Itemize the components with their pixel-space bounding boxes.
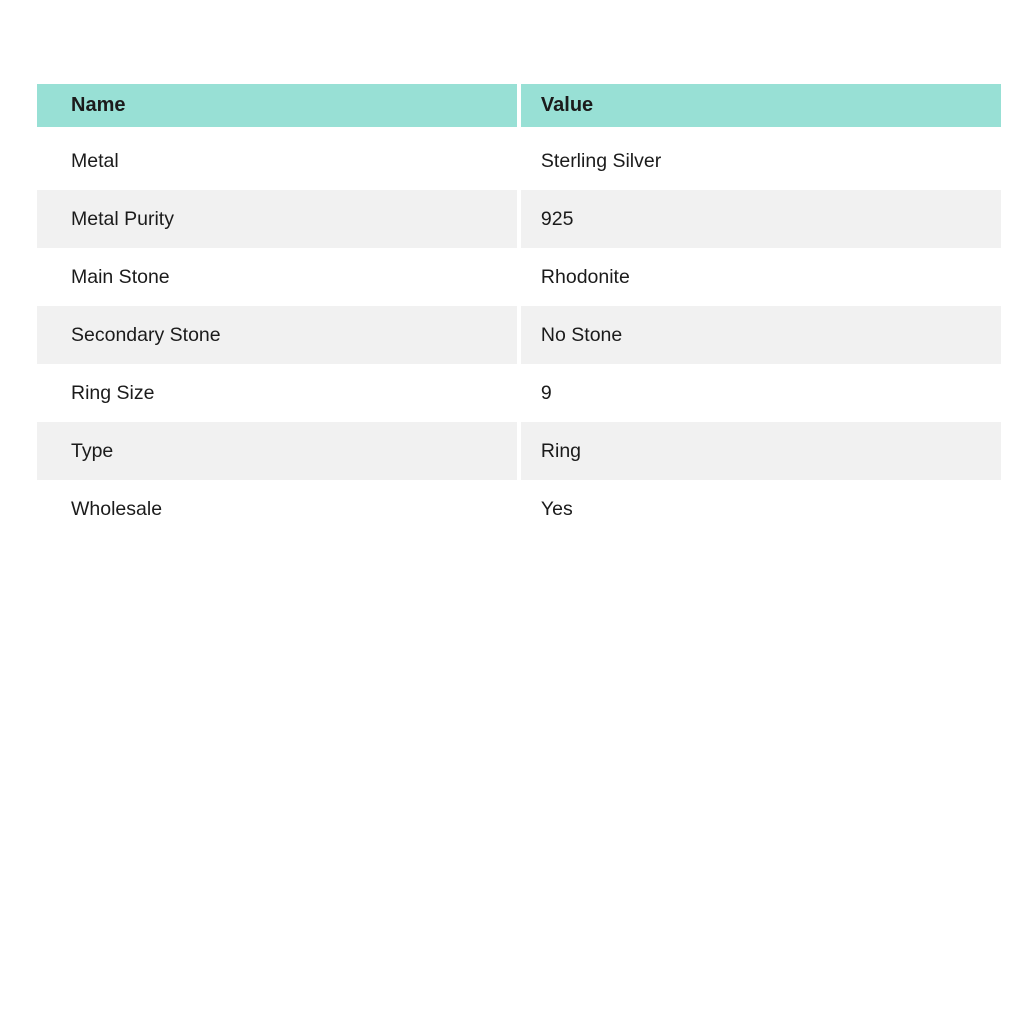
spec-name-cell: Secondary Stone [37, 306, 521, 364]
spec-name-cell: Main Stone [37, 248, 521, 306]
spec-name-cell: Ring Size [37, 364, 521, 422]
spec-value-cell: Rhodonite [521, 248, 1001, 306]
table-row [37, 422, 1001, 480]
table-row [37, 364, 1001, 422]
spec-table [37, 84, 1001, 538]
spec-table-body [37, 132, 1001, 538]
table-row [37, 306, 1001, 364]
column-header-name: Name [37, 84, 521, 132]
spec-name-cell: Type [37, 422, 521, 480]
column-header-value: Value [521, 84, 1001, 132]
spec-value-cell: No Stone [521, 306, 1001, 364]
header-row [37, 84, 1001, 132]
spec-name-cell: Metal Purity [37, 190, 521, 248]
table-row [37, 248, 1001, 306]
table-row [37, 480, 1001, 538]
spec-name-cell: Wholesale [37, 480, 521, 538]
spec-value-cell: Sterling Silver [521, 132, 1001, 190]
table-row [37, 190, 1001, 248]
table-row [37, 132, 1001, 190]
spec-value-cell: Ring [521, 422, 1001, 480]
spec-table-header [37, 84, 1001, 132]
product-attributes-table [37, 84, 1001, 538]
spec-value-cell: 9 [521, 364, 1001, 422]
spec-value-cell: Yes [521, 480, 1001, 538]
spec-value-cell: 925 [521, 190, 1001, 248]
spec-name-cell: Metal [37, 132, 521, 190]
